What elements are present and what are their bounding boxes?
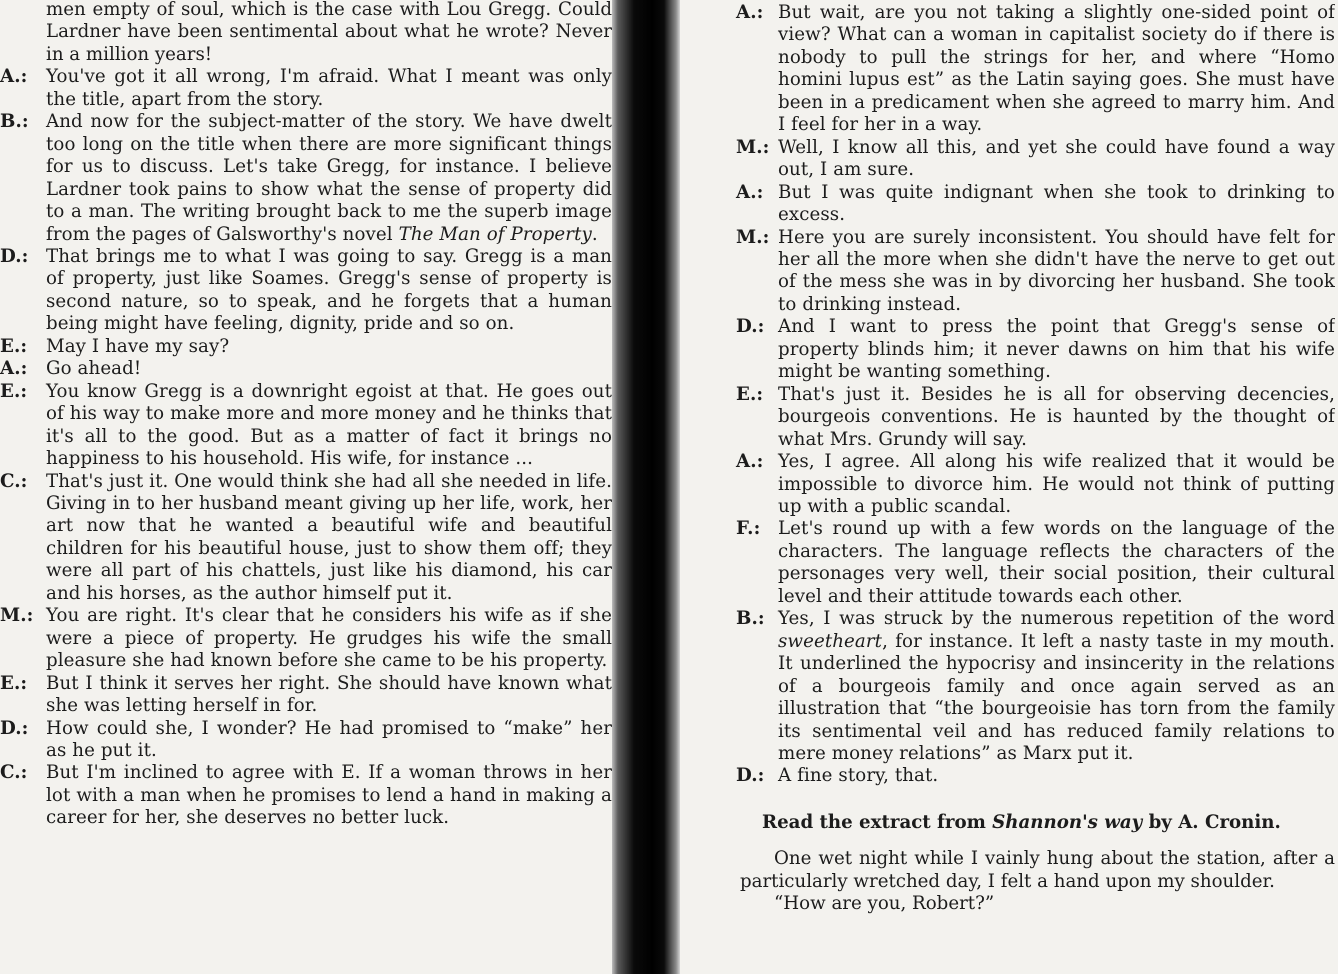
right-dialogue	[680, 2, 1335, 788]
heading-prefix: Read the extract from	[762, 811, 993, 833]
turn-text: But I think it serves her right. She should have known what she was letting herself in for.	[46, 672, 612, 717]
dialogue-turn	[0, 605, 612, 672]
turn-text: You've got it all wrong, I'm afraid. What I meant was only the title, apart from the story.	[46, 66, 612, 110]
book-gutter	[612, 0, 680, 974]
speaker-label: A.:	[736, 2, 764, 23]
dialogue-turn	[736, 182, 1335, 227]
extract-heading	[762, 812, 1335, 834]
extract-paragraph-2: “How are you, Robert?”	[774, 893, 995, 915]
dialogue-turn	[0, 111, 612, 246]
speaker-label: A.:	[736, 181, 764, 203]
dialogue-turn	[736, 2, 1335, 137]
speaker-label: D.:	[736, 316, 765, 338]
speaker-label: D.:	[0, 245, 29, 267]
left-dialogue	[0, 66, 612, 829]
speaker-label: E.:	[736, 383, 764, 405]
dialogue-turn	[736, 316, 1335, 383]
speaker-label: A.:	[0, 358, 28, 380]
left-page	[0, 0, 612, 974]
dialogue-turn	[736, 518, 1335, 608]
turn-text: And now for the subject-matter of the story. We have dwelt too long on the title when there are more significant things for us to discuss. Let's take Gregg, for instance. I believe Lardner took pains to show what the sense of property did to a man. The writing brought back to me the superb image from the pages of Galsworthy's novel	[46, 111, 612, 245]
turn-text: You know Gregg is a downright egoist at that. He goes out of his way to make more and more money and he thinks that it's all to the good. But as a matter of fact it brings no happiness to his household. His wife, for instance ...	[46, 380, 612, 470]
speaker-label: M.:	[736, 226, 770, 248]
dialogue-turn	[736, 384, 1335, 451]
turn-text-tail: .	[591, 223, 598, 245]
italic-title: The Man of Property	[398, 223, 592, 245]
turn-text: You are right. It's clear that he considers his wife as if she were a piece of property. He grudges his wife the small pleasure she had known before she came to be his property.	[46, 605, 612, 672]
turn-text: Go ahead!	[46, 358, 142, 380]
dialogue-turn	[0, 336, 612, 358]
speaker-label: F.:	[736, 518, 761, 540]
dialogue-turn	[0, 246, 612, 336]
dialogue-turn	[0, 381, 612, 471]
dialogue-turn	[736, 608, 1335, 765]
speaker-label: M.:	[736, 136, 770, 158]
speaker-label: D.:	[0, 717, 29, 739]
speaker-label: M.:	[0, 605, 34, 627]
right-page	[680, 0, 1335, 974]
turn-text: That brings me to what I was going to say. Gregg is a man of property, just like Soames. Gregg's sense of property is second nature, so to speak, and he forgets that a human being might have feeling, dignity, pride and so on.	[46, 245, 612, 335]
speaker-label: E.:	[0, 380, 28, 402]
carry-over-text: men empty of soul, which is the case with Lou Gregg. Could Lardner have been sentimental about what he wrote? Never in a million years!	[46, 0, 612, 65]
turn-text: Here you are surely inconsistent. You should have felt for her all the more when she didn't have the nerve to get out of the mess she was in by divorcing her husband. She took to drinking instead.	[778, 226, 1335, 315]
turn-text: And I want to press the point that Gregg's sense of property blinds him; it never dawns on him that his wife might be wanting something.	[778, 316, 1335, 383]
heading-suffix: by A. Cronin.	[1142, 811, 1281, 833]
dialogue-turn	[0, 718, 612, 763]
turn-text: That's just it. One would think she had all she needed in life. Giving in to her husband meant giving up her life, work, her art now that he wanted a beautiful wife and beautiful children for his beautiful house, just to show them off; they were all part of his chattels, just like his diamond, his car and his horses, as the author himself put it.	[46, 470, 612, 604]
dialogue-turn	[736, 765, 1335, 787]
turn-text: But I was quite indignant when she took to drinking to excess.	[778, 181, 1335, 226]
speaker-label: E.:	[0, 672, 28, 694]
dialogue-turn	[736, 451, 1335, 518]
speaker-label: B.:	[0, 111, 29, 133]
italic-title: sweetheart	[778, 630, 883, 652]
turn-text: That's just it. Besides he is all for observing decencies, bourgeois conventions. He is haunted by the thought of what Mrs. Grundy will say.	[778, 383, 1335, 450]
speaker-label: B.:	[736, 608, 765, 630]
speaker-label: C.:	[0, 762, 28, 784]
dialogue-turn	[0, 762, 612, 829]
dialogue-turn	[0, 358, 612, 380]
speaker-label: A.:	[736, 451, 764, 473]
speaker-label: C.:	[0, 470, 28, 492]
turn-text-tail: , for instance. It left a nasty taste in my mouth. It underlined the hypocrisy and insincerity in the relations of a bourgeois family and once again served as an illustration that “the bourgeoisie has torn from the family its sentimental veil and has reduced family relations to mere money relations” as Marx put it.	[778, 630, 1335, 764]
speaker-label: D.:	[736, 765, 765, 787]
turn-text: Well, I know all this, and yet she could have found a way out, I am sure.	[778, 136, 1335, 181]
dialogue-turn	[0, 673, 612, 718]
dialogue-turn	[736, 137, 1335, 182]
dialogue-turn	[0, 471, 612, 606]
carry-over-paragraph	[0, 0, 612, 66]
turn-text: Yes, I agree. All along his wife realized that it would be impossible to divorce him. He would not think of putting up with a public scandal.	[778, 451, 1335, 517]
speaker-label: E.:	[0, 335, 28, 357]
dialogue-turn	[736, 227, 1335, 317]
speaker-label: A.:	[0, 66, 28, 88]
turn-text: How could she, I wonder? He had promised to “make” her as he put it.	[46, 717, 612, 761]
turn-text: May I have my say?	[46, 335, 230, 357]
turn-text: Yes, I was struck by the numerous repetition of the word	[778, 608, 1335, 630]
turn-text: Let's round up with a few words on the language of the characters. The language reflects the characters of the personages very well, their social position, their cultural level and their attitude towards each other.	[778, 518, 1335, 607]
turn-text: But I'm inclined to agree with E. If a woman throws in her lot with a man when he promises to lend a hand in making a career for her, she deserves no better luck.	[46, 762, 612, 829]
turn-text: But wait, are you not taking a slightly one-sided point of view? What can a woman in capitalist society do if there is nobody to pull the strings for her, and where “Homo homini lupus est” as the Latin saying goes. She must have been in a predicament when she agreed to marry him. And I feel for her in a way.	[778, 2, 1335, 136]
heading-book-title: Shannon's way	[992, 811, 1143, 833]
turn-text: A fine story, that.	[778, 765, 939, 787]
extract-paragraph-1: One wet night while I vainly hung about the station, after a particularly wretched day, I felt a hand upon my shoulder.	[740, 848, 1335, 892]
dialogue-turn	[0, 66, 612, 111]
